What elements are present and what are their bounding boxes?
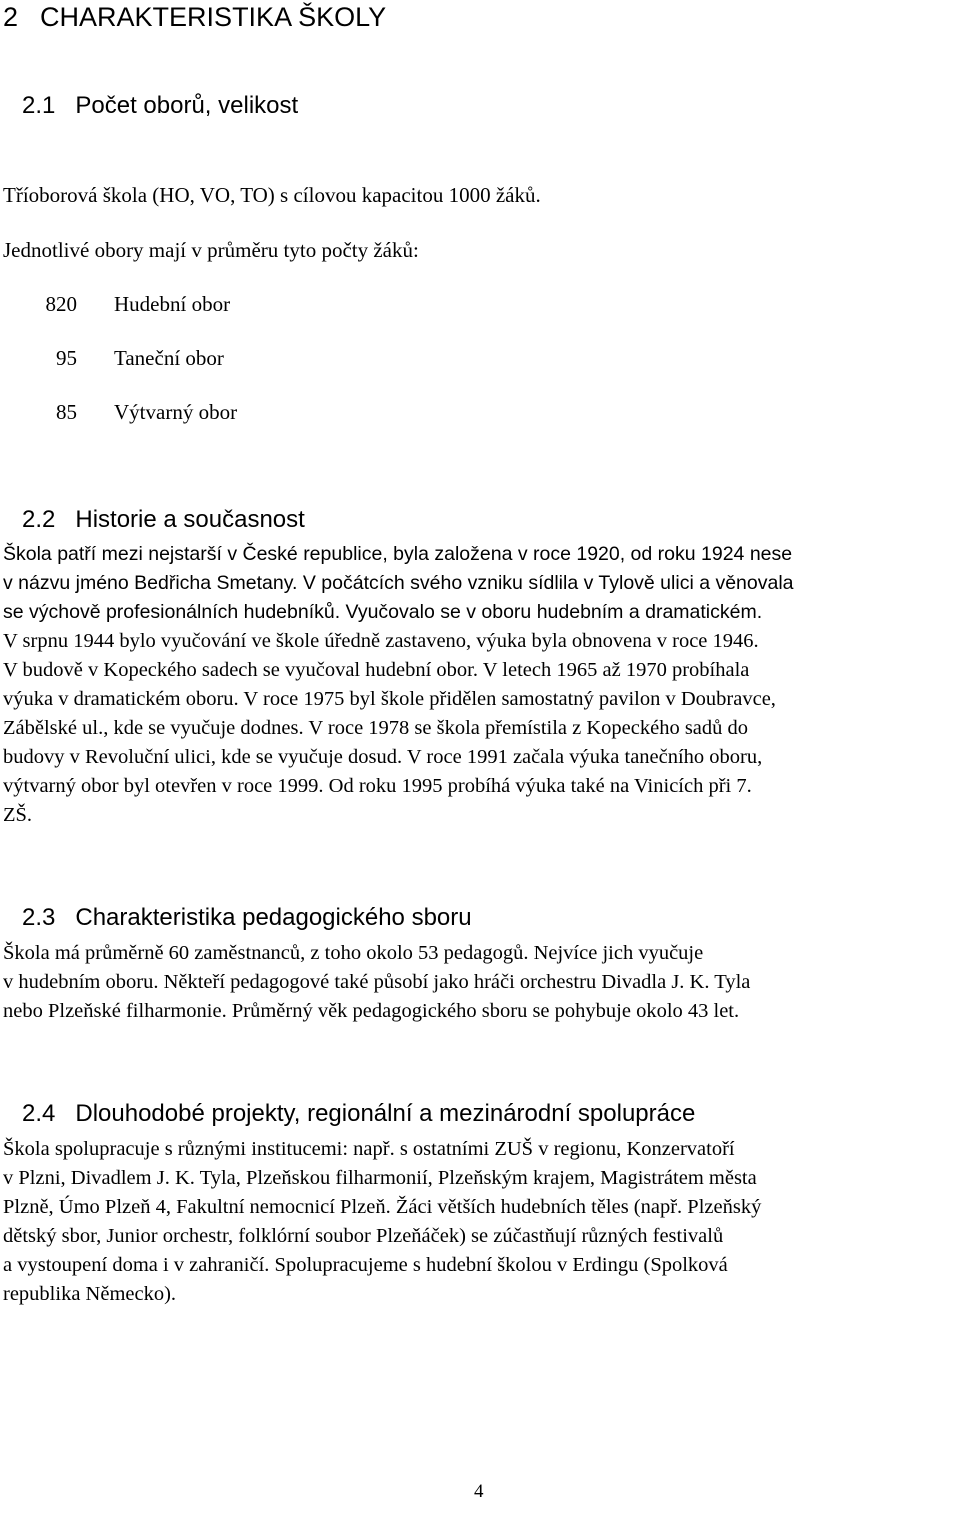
field-count: 820 bbox=[45, 292, 77, 316]
cooperation-line: republika Německo). bbox=[3, 1283, 177, 1305]
history-paragraph bbox=[3, 540, 794, 830]
field-name: Taneční obor bbox=[114, 346, 224, 370]
cooperation-line: Plzně, Úmo Plzeň 4, Fakultní nemocnicí Plzeň. Žáci větších hudebních těles (např. Plzeňský bbox=[3, 1196, 762, 1218]
section-2-3-title: Charakteristika pedagogického sboru bbox=[75, 904, 472, 931]
page-number: 4 bbox=[474, 1481, 484, 1502]
cooperation-line: dětský sbor, Junior orchestr, folklórní soubor Plzeňáček) se zúčastňují různých festivalů bbox=[3, 1225, 724, 1247]
history-line: výuka v dramatickém oboru. V roce 1975 byl škole přidělen samostatný pavilon v Doubravce, bbox=[3, 688, 776, 710]
field-name: Výtvarný obor bbox=[114, 400, 238, 424]
cooperation-paragraph bbox=[3, 1135, 761, 1309]
cooperation-line: v Plzni, Divadlem J. K. Tyla, Plzeňskou filharmonií, Plzeňským krajem, Magistrátem města bbox=[3, 1167, 757, 1189]
section-2-1-heading bbox=[22, 92, 298, 120]
section-2-3-number: 2.3 bbox=[22, 904, 56, 931]
section-2-4-number: 2.4 bbox=[22, 1100, 56, 1127]
staff-line: Škola má průměrně 60 zaměstnanců, z toho okolo 53 pedagogů. Nejvíce jich vyučuje bbox=[3, 942, 704, 964]
history-line: Škola patří mezi nejstarší v České republice, byla založena v roce 1920, od roku 1924 nese bbox=[3, 543, 793, 565]
history-line: Zábělské ul., kde se vyučuje dodnes. V roce 1978 se škola přemístila z Kopeckého sadů do bbox=[3, 717, 749, 739]
section-2-1-number: 2.1 bbox=[22, 92, 56, 119]
section-2-2-heading bbox=[22, 506, 305, 534]
chapter-title: CHARAKTERISTIKA ŠKOLY bbox=[40, 2, 387, 32]
history-line: se výchově profesionálních hudebníků. Vyučovalo se v oboru hudebním a dramatickém. bbox=[3, 601, 763, 623]
staff-line: nebo Plzeňské filharmonie. Průměrný věk pedagogického sboru se pohybuje okolo 43 let. bbox=[3, 1000, 740, 1022]
section-2-2-title: Historie a současnost bbox=[75, 506, 305, 533]
history-line: výtvarný obor byl otevřen v roce 1999. Od roku 1995 probíhá výuka také na Vinicích při 7. bbox=[3, 775, 752, 797]
history-line: v názvu jméno Bedřicha Smetany. V počátcích svého vzniku sídlila v Tylově ulici a věnovala bbox=[3, 572, 794, 594]
field-counts-lead: Jednotlivé obory mají v průměru tyto počty žáků: bbox=[3, 238, 419, 262]
chapter-heading bbox=[3, 1, 386, 33]
field-row bbox=[37, 290, 230, 318]
section-2-4-heading bbox=[22, 1100, 695, 1128]
section-2-1-title: Počet oborů, velikost bbox=[75, 92, 299, 119]
history-line: V budově v Kopeckého sadech se vyučoval hudební obor. V letech 1965 až 1970 probíhala bbox=[3, 659, 750, 681]
capacity-paragraph: Tříoborová škola (HO, VO, TO) s cílovou kapacitou 1000 žáků. bbox=[3, 183, 541, 207]
staff-line: v hudebním oboru. Někteří pedagogové také působí jako hráči orchestru Divadla J. K. Tyla bbox=[3, 971, 751, 993]
cooperation-line: Škola spolupracuje s různými institucemi: např. s ostatními ZUŠ v regionu, Konzervatoří bbox=[3, 1138, 735, 1160]
history-line: budovy v Revoluční ulici, kde se vyučuje dosud. V roce 1991 začala výuka tanečního oboru, bbox=[3, 746, 763, 768]
field-count: 85 bbox=[56, 400, 77, 424]
field-row bbox=[37, 398, 237, 426]
history-line: V srpnu 1944 bylo vyučování ve škole úředně zastaveno, výuka byla obnovena v roce 1946. bbox=[3, 630, 759, 652]
chapter-number: 2 bbox=[3, 2, 19, 32]
history-line: ZŠ. bbox=[3, 804, 33, 826]
section-2-2-number: 2.2 bbox=[22, 506, 56, 533]
cooperation-line: a vystoupení doma i v zahraničí. Spolupracujeme s hudební školou v Erdingu (Spolková bbox=[3, 1254, 728, 1276]
section-2-3-heading bbox=[22, 904, 472, 932]
field-row bbox=[37, 344, 224, 372]
field-count: 95 bbox=[56, 346, 77, 370]
field-name: Hudební obor bbox=[114, 292, 231, 316]
section-2-4-title: Dlouhodobé projekty, regionální a mezinárodní spolupráce bbox=[75, 1100, 696, 1127]
staff-paragraph bbox=[3, 939, 750, 1026]
